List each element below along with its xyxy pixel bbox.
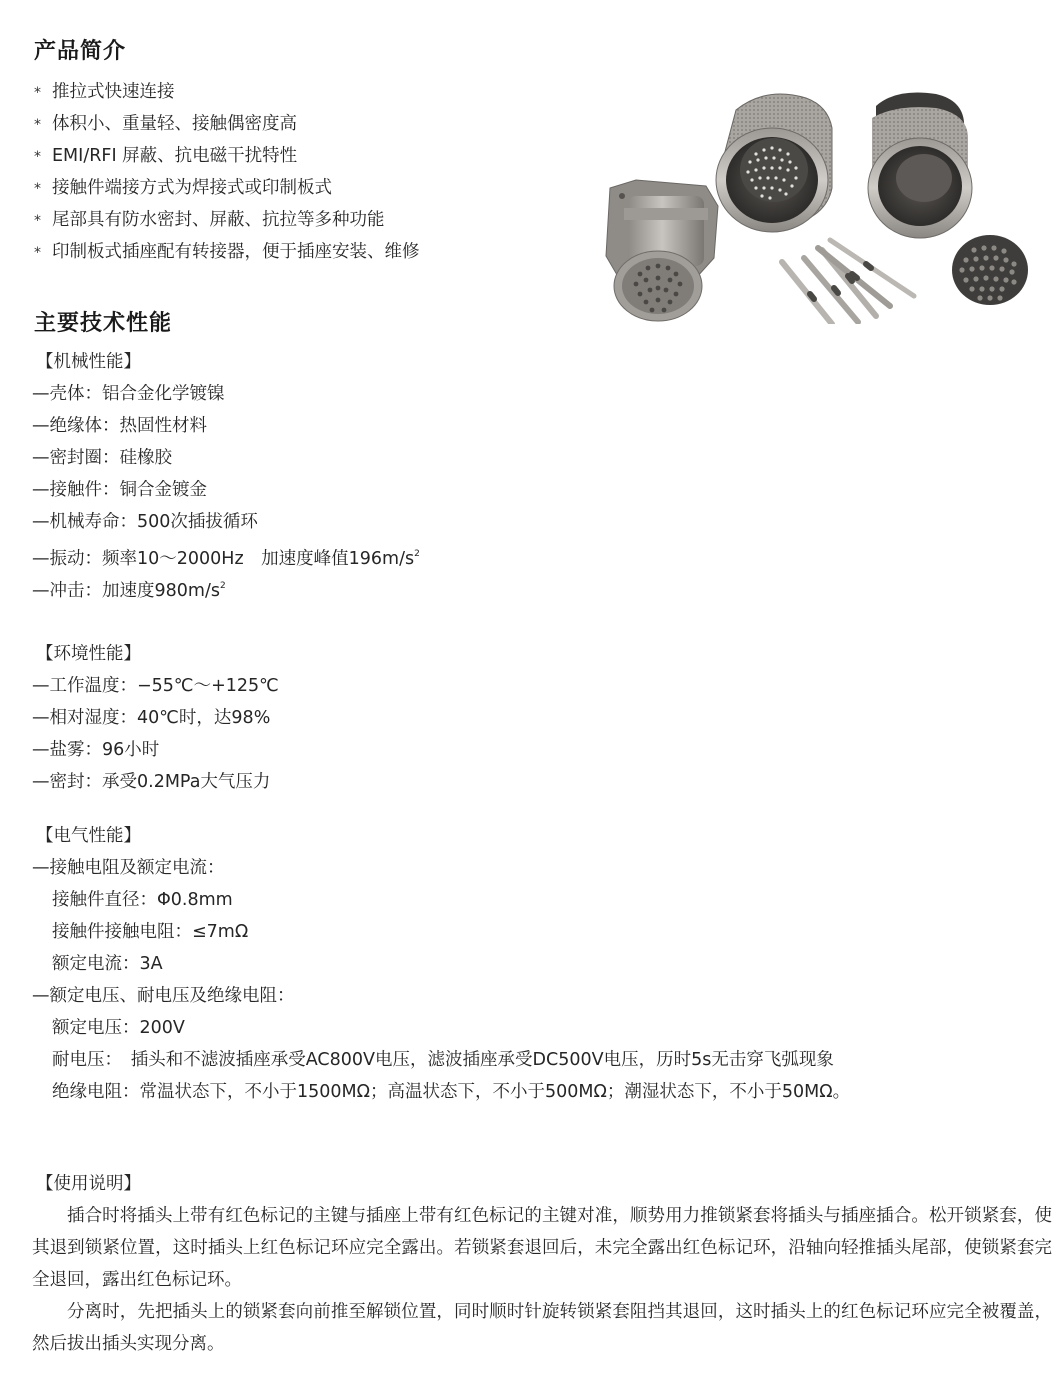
spec-line-shock: —冲击：加速度$980m/s^2$ xyxy=(32,581,226,601)
asterisk-icon: * xyxy=(34,181,41,197)
spec-line: —壳体：铝合金化学镀镍 xyxy=(32,384,225,404)
spec-line: 额定电压：200V xyxy=(52,1018,185,1038)
electrical-heading: 【电气性能】 xyxy=(36,826,141,846)
asterisk-icon: * xyxy=(34,245,41,261)
plug-body xyxy=(716,94,832,232)
environmental-heading: 【环境性能】 xyxy=(36,644,141,664)
spec-line: —密封圈：硅橡胶 xyxy=(32,448,172,468)
connector-illustration xyxy=(596,88,1052,324)
spec-group-title: —额定电压、耐电压及绝缘电阻： xyxy=(32,986,295,1006)
spec-line: 额定电流：3A xyxy=(52,954,163,974)
spec-line: 接触件接触电阻：≤7mΩ xyxy=(52,922,249,942)
contact-pins xyxy=(782,240,914,324)
mechanical-section xyxy=(32,346,420,602)
usage-paragraph: 插合时将插头上带有红色标记的主键与插座上带有红色标记的主键对准，顺势用力推锁紧套将插头与插座插合。松开锁紧套，使其退到锁紧位置，这时插头上红色标记环应完全露出。若锁紧套退回后，未完全露出红色标记环，沿轴向轻推插头尾部，使锁紧套完全退回，露出红色标记环。 xyxy=(32,1206,1052,1290)
spec-group-title: —接触电阻及额定电流： xyxy=(32,858,225,878)
intro-bullet: * 接触件端接方式为焊接式或印制板式 xyxy=(34,172,420,204)
asterisk-icon: * xyxy=(34,85,41,101)
intro-bullet: * 体积小、重量轻、接触偶密度高 xyxy=(34,108,420,140)
receptacle-flange xyxy=(606,180,718,321)
product-photo xyxy=(596,88,1052,324)
intro-bullet: * EMI/RFI 屏蔽、抗电磁干扰特性 xyxy=(34,140,420,172)
receptacle-shell xyxy=(868,93,972,239)
intro-bullet: * 尾部具有防水密封、屏蔽、抗拉等多种功能 xyxy=(34,204,420,236)
mechanical-heading: 【机械性能】 xyxy=(36,352,141,372)
usage-heading: 【使用说明】 xyxy=(36,1174,141,1194)
insulator-disc xyxy=(952,235,1028,305)
electrical-section xyxy=(32,820,850,1108)
environmental-section xyxy=(32,638,279,798)
spec-line: —相对湿度：40℃时，达98% xyxy=(32,708,271,728)
spec-line: 耐电压： 插头和不滤波插座承受AC800V电压，滤波插座承受DC500V电压，历时5s无击穿飞弧现象 xyxy=(52,1050,834,1070)
spec-line: —密封：承受0.2MPa大气压力 xyxy=(32,772,271,792)
usage-section xyxy=(32,1168,1052,1360)
spec-line: 接触件直径：Φ0.8mm xyxy=(52,890,233,910)
intro-bullet-list xyxy=(34,76,420,268)
spec-line: —工作温度：−55℃～+125℃ xyxy=(32,676,279,696)
specs-title: 主要技术性能 xyxy=(34,311,173,336)
intro-bullet: * 推拉式快速连接 xyxy=(34,76,420,108)
spec-line: —盐雾：96小时 xyxy=(32,740,160,760)
asterisk-icon: * xyxy=(34,213,41,229)
intro-bullet: * 印制板式插座配有转接器，便于插座安装、维修 xyxy=(34,236,420,268)
spec-line: —机械寿命：500次插拔循环 xyxy=(32,512,258,532)
asterisk-icon: * xyxy=(34,117,41,133)
intro-title: 产品简介 xyxy=(34,39,127,64)
usage-paragraph: 分离时，先把插头上的锁紧套向前推至解锁位置，同时顺时针旋转锁紧套阻挡其退回，这时插头上的红色标记环应完全被覆盖，然后拔出插头实现分离。 xyxy=(32,1302,1052,1354)
spec-line: —接触件：铜合金镀金 xyxy=(32,480,207,500)
asterisk-icon: * xyxy=(34,149,41,165)
spec-line-vibration: —振动：频率10～2000Hz 加速度峰值$196m/s^2$ xyxy=(32,549,420,569)
spec-line: 绝缘电阻：常温状态下，不小于1500MΩ；高温状态下，不小于500MΩ；潮湿状态下，不小于50MΩ。 xyxy=(52,1082,851,1102)
spec-line: —绝缘体：热固性材料 xyxy=(32,416,207,436)
